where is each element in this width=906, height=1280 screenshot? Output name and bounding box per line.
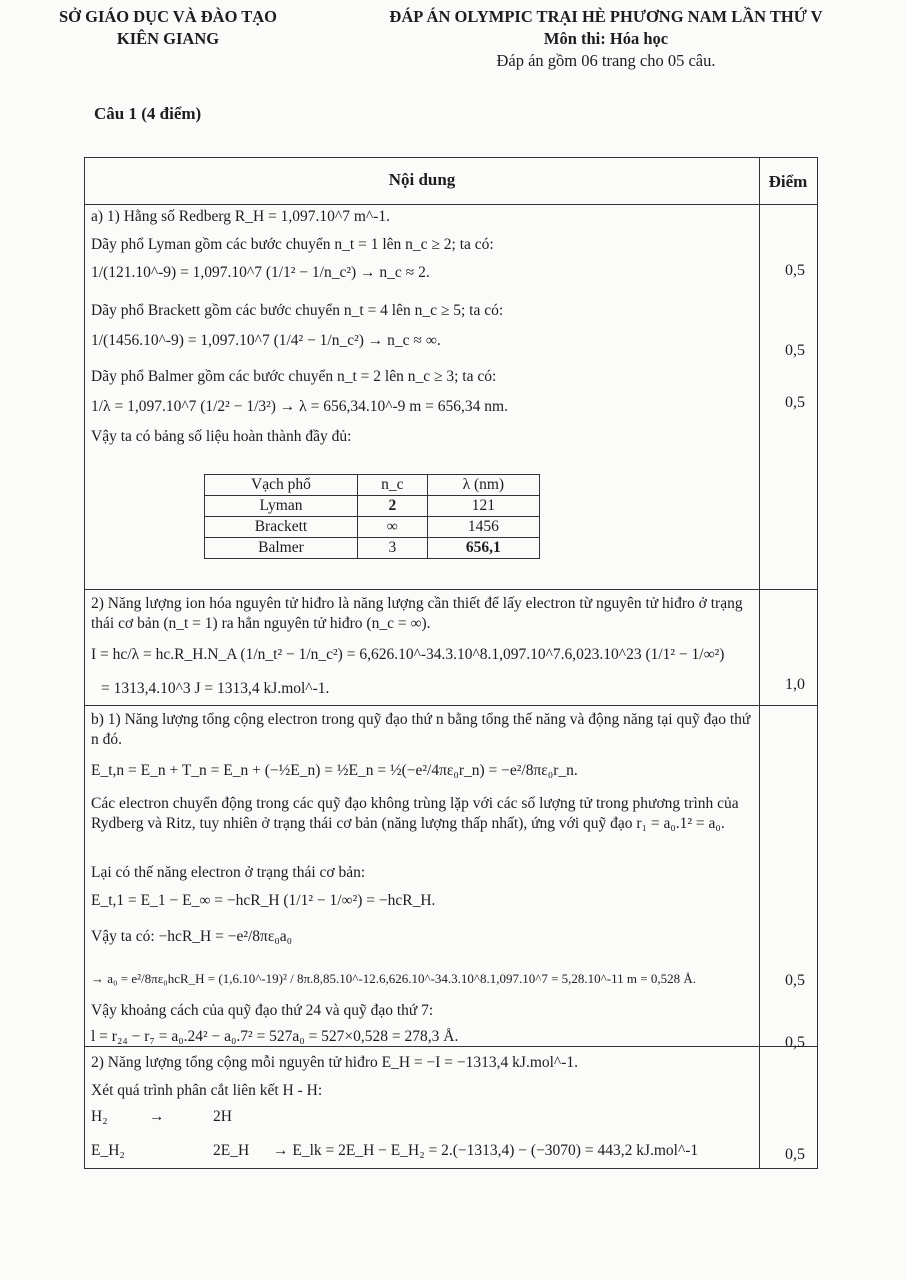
a1-line-7: 1/λ = 1,097.10^7 (1/2² − 1/3²) → λ = 656,34.10^-9 m = 656,34 nm. bbox=[91, 398, 508, 415]
content-header: Nội dung bbox=[388, 170, 456, 189]
row-divider bbox=[85, 204, 817, 205]
b1-line-4: Lại có thế năng electron ở trạng thái cơ bản: bbox=[91, 864, 366, 881]
score-header: Điểm bbox=[768, 172, 808, 191]
header-left bbox=[34, 6, 302, 50]
a1-line-8: Vậy ta có bảng số liệu hoàn thành đầy đủ: bbox=[91, 428, 352, 445]
a1-line-6: Dãy phổ Balmer gồm các bước chuyển n_t = 2 lên n_c ≥ 3; ta có: bbox=[91, 368, 497, 385]
table-cell: ∞ bbox=[357, 517, 427, 538]
row-divider bbox=[85, 705, 817, 706]
row-divider bbox=[85, 589, 817, 590]
score-cell: 0,5 bbox=[785, 1034, 805, 1051]
b1-line-2: E_t,n = E_n + T_n = E_n + (−½E_n) = ½E_n = ½(−e²/4πε₀r_n) = −e²/8πε₀r_n. bbox=[91, 762, 578, 779]
page-count-note: Đáp án gồm 06 trang cho 05 câu. bbox=[496, 51, 716, 70]
table-row bbox=[205, 517, 540, 538]
score-cell: 1,0 bbox=[785, 676, 805, 693]
score-cell: 0,5 bbox=[785, 394, 805, 411]
a2-line-2: I = hc/λ = hc.R_H.N_A (1/n_t² − 1/n_c²) = 6,626.10^-34.3.10^8.1,097.10^7.6,023.10^23 (1/1² − 1/∞²) bbox=[91, 646, 725, 663]
score-cell: 0,5 bbox=[785, 1146, 805, 1163]
b2-bond-energy: → E_lk = 2E_H − E_H₂ = 2.(−1313,4) − (−3070) = 443,2 kJ.mol^-1 bbox=[273, 1142, 699, 1159]
a1-line-5: 1/(1456.10^-9) = 1,097.10^7 (1/4² − 1/n_c²) → n_c ≈ ∞. bbox=[91, 332, 441, 349]
table-cell: Balmer bbox=[205, 538, 358, 559]
row-divider bbox=[85, 1046, 817, 1047]
table-row bbox=[205, 496, 540, 517]
b2-line-2: Xét quá trình phân cắt liên kết H - H: bbox=[91, 1082, 323, 1099]
b2-energy-reactant: E_H₂ bbox=[91, 1142, 125, 1159]
b2-energy-product: 2E_H bbox=[213, 1142, 250, 1159]
table-header-cell: Vạch phổ bbox=[205, 475, 358, 496]
department-name: SỞ GIÁO DỤC VÀ ĐÀO TẠO bbox=[58, 7, 278, 26]
b1-line-5: E_t,1 = E_1 − E_∞ = −hcR_H (1/1² − 1/∞²) = −hcR_H. bbox=[91, 892, 436, 909]
b2-line-1: 2) Năng lượng tổng cộng mỗi nguyên tử hiđro E_H = −I = −1313,4 kJ.mol^-1. bbox=[91, 1054, 578, 1071]
b2-arrow: → bbox=[149, 1108, 165, 1125]
table-cell: 656,1 bbox=[427, 538, 539, 559]
spectral-data-table bbox=[204, 474, 540, 559]
table-cell: 1456 bbox=[427, 517, 539, 538]
question-title: Câu 1 (4 điểm) bbox=[94, 104, 202, 123]
b2-reactant: H₂ bbox=[91, 1108, 108, 1125]
b1-line-6: Vậy ta có: −hcR_H = −e²/8πε₀a₀ bbox=[91, 928, 293, 945]
b1-line-7: → a₀ = e²/8πε₀hcR_H = (1,6.10^-19)² / 8π.8,85.10^-12.6,626.10^-34.3.10^8.1,097.10^7 = 5,28.10^-11 m = 0,528 Å. bbox=[91, 971, 696, 986]
table-header-cell: n_c bbox=[357, 475, 427, 496]
column-divider bbox=[759, 158, 760, 1168]
b1-line-1: b) 1) Năng lượng tổng cộng electron trong quỹ đạo thứ n bằng tổng thế năng và động năng tại quỹ đạo thứ n đó. bbox=[91, 711, 751, 748]
answer-table bbox=[84, 157, 818, 1169]
table-row bbox=[205, 538, 540, 559]
a2-line-3: = 1313,4.10^3 J = 1313,4 kJ.mol^-1. bbox=[101, 680, 330, 697]
score-cell: 0,5 bbox=[785, 972, 805, 989]
a1-line-2: Dãy phổ Lyman gồm các bước chuyển n_t = 1 lên n_c ≥ 2; ta có: bbox=[91, 236, 494, 253]
b1-line-3: Các electron chuyển động trong các quỹ đạo không trùng lặp với các số lượng tử trong phương trình của Rydberg và Ritz, tuy nhiên ở trạng thái cơ bản (năng lượng thấp nhất), ứng với quỹ đạo r₁ = a₀.1² = a₀. bbox=[91, 795, 739, 832]
a1-line-4: Dãy phổ Brackett gồm các bước chuyển n_t = 4 lên n_c ≥ 5; ta có: bbox=[91, 302, 504, 319]
header-right bbox=[336, 6, 876, 72]
b2-product: 2H bbox=[213, 1108, 232, 1125]
table-cell: 121 bbox=[427, 496, 539, 517]
table-cell: Lyman bbox=[205, 496, 358, 517]
province-name: KIÊN GIANG bbox=[116, 29, 220, 48]
table-cell: 3 bbox=[357, 538, 427, 559]
table-header-cell: λ (nm) bbox=[427, 475, 539, 496]
b1-line-9: l = r₂₄ − r₇ = a₀.24² − a₀.7² = 527a₀ = 527×0,528 = 278,3 Å. bbox=[91, 1028, 459, 1045]
subject-line: Môn thi: Hóa học bbox=[543, 29, 669, 48]
score-cell: 0,5 bbox=[785, 262, 805, 279]
table-cell: 2 bbox=[357, 496, 427, 517]
a2-line-1: 2) Năng lượng ion hóa nguyên tử hiđro là năng lượng cần thiết để lấy electron từ nguyên tử hiđro ở trạng thái cơ bản (n_t = 1) ra hẳn nguyên tử hiđro (n_c = ∞). bbox=[91, 595, 743, 632]
table-row bbox=[205, 475, 540, 496]
a1-line-1: a) 1) Hằng số Redberg R_H = 1,097.10^7 m^-1. bbox=[91, 208, 390, 225]
b1-line-8: Vậy khoảng cách của quỹ đạo thứ 24 và quỹ đạo thứ 7: bbox=[91, 1002, 434, 1019]
exam-title: ĐÁP ÁN OLYMPIC TRẠI HÈ PHƯƠNG NAM LẦN THỨ V bbox=[389, 7, 823, 26]
score-cell: 0,5 bbox=[785, 342, 805, 359]
a1-line-3: 1/(121.10^-9) = 1,097.10^7 (1/1² − 1/n_c²) → n_c ≈ 2. bbox=[91, 264, 430, 281]
table-cell: Brackett bbox=[205, 517, 358, 538]
